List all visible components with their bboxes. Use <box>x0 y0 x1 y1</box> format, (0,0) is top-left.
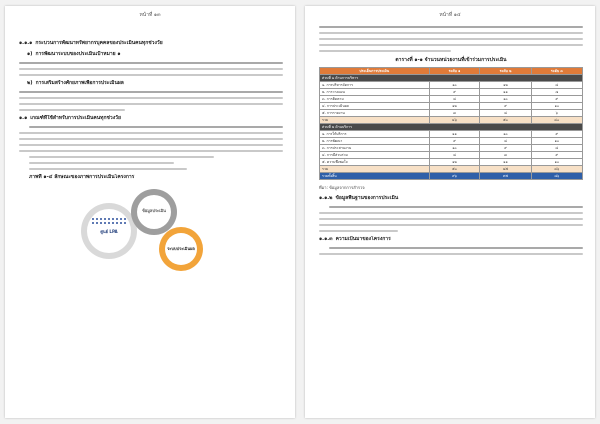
section-heading: ๑.๑ เกณฑ์ที่ใช้สำหรับการประเมินคนทุกช่วงวัย <box>19 115 121 121</box>
data-table <box>319 67 583 180</box>
subsection-heading: ๒) การเสริมสร้างศักยภาพเพื่อการประเมินผล <box>27 80 124 86</box>
text-line <box>19 138 283 140</box>
dot-pattern-icon <box>91 217 127 225</box>
right-page <box>305 6 595 418</box>
text-line <box>19 103 283 105</box>
table-row: ๕. ความพึงพอใจ ๑๒ ๑๑ ๑๐ <box>320 159 583 166</box>
table-title: ตารางที่ ๑-๑ จำนวนหน่วยงานที่เข้าร่วมการประเมิน <box>395 57 507 63</box>
text-line <box>19 109 125 111</box>
table-row: ๒. การพัฒนา ๙ ๘ ๑๐ <box>320 138 583 145</box>
text-line <box>319 38 583 40</box>
logo-label-b: ข้อมูลประเมิน <box>142 208 166 213</box>
text-line <box>29 126 283 128</box>
table-row: ๕. การรายงาน ๗ ๘ ๖ <box>320 110 583 117</box>
table-header-row: ประเด็นการประเมิน ระดับ ๑ ระดับ ๒ ระดับ ๓ <box>320 68 583 75</box>
logo-label-a: ศูนย์ LPA <box>100 229 118 234</box>
table-sum-row: รวม ๕๐ ๔๕ ๔๖ <box>320 166 583 173</box>
page-number-left: หน้าที่ ๑๓ <box>139 12 161 18</box>
text-line <box>319 212 583 214</box>
left-content <box>19 36 283 277</box>
text-line <box>19 132 283 134</box>
text-line <box>19 144 283 146</box>
text-line <box>319 218 583 220</box>
text-line <box>319 224 583 226</box>
table-total-row: รวมทั้งสิ้น ๙๖ ๙๕ ๘๖ <box>320 173 583 180</box>
table-section-row: ส่วนที่ ๑ ด้านการบริหาร <box>320 75 583 82</box>
table-section-row: ส่วนที่ ๒ ด้านบริการ <box>320 124 583 131</box>
table-row: ๔. การประเมินผล ๑๒ ๙ ๑๐ <box>320 103 583 110</box>
text-line <box>319 32 583 34</box>
subsection-heading: ๑) การพัฒนาระบบของประเมินเป้าหมาย ๑ <box>27 51 121 57</box>
text-line <box>19 74 283 76</box>
text-line <box>329 206 583 208</box>
text-line <box>19 97 283 99</box>
text-line <box>19 91 283 93</box>
right-content <box>319 26 583 259</box>
table-row: ๒. การวางแผน ๙ ๑๑ ๗ <box>320 89 583 96</box>
text-line <box>319 26 583 28</box>
table-row: ๑. การให้บริการ ๑๑ ๑๐ ๙ <box>320 131 583 138</box>
text-line <box>319 230 398 232</box>
table-note: ที่มา: ข้อมูลจากการสำรวจ <box>319 185 365 190</box>
logo-label-c: ระบบประเมินผล <box>167 246 195 251</box>
table-row: ๑. การบริหารจัดการ ๑๐ ๑๒ ๘ <box>320 82 583 89</box>
text-line <box>19 62 283 64</box>
table-sum-row: รวม ๔๖ ๕๐ ๔๐ <box>320 117 583 124</box>
text-line <box>319 44 583 46</box>
text-line <box>19 68 283 70</box>
left-page <box>5 6 295 418</box>
table-row: ๓. การติดตาม ๘ ๑๐ ๙ <box>320 96 583 103</box>
section-heading: ๑.๑.๓ ความเป็นมาของโครงการ <box>319 236 391 242</box>
section-heading: ๑.๑.๑ กระบวนการพัฒนาทรัพยากรบุคคลของประเมินคนทุกช่วงวัย <box>19 40 163 46</box>
text-line <box>29 168 187 170</box>
page-number-right: หน้าที่ ๑๔ <box>439 12 461 18</box>
section-heading: ๑.๑.๒ ข้อมูลพื้นฐานของการประเมิน <box>319 195 399 201</box>
text-line <box>29 162 174 164</box>
text-line <box>329 247 583 249</box>
text-line <box>29 156 214 158</box>
logo-figure <box>19 185 283 277</box>
table-row: ๔. การมีส่วนร่วม ๘ ๗ ๙ <box>320 152 583 159</box>
figure-caption: ภาพที่ ๑-๔ ลักษณะของภาพการประเมินโครงการ <box>29 174 135 180</box>
table-row: ๓. การประสานงาน ๑๐ ๙ ๘ <box>320 145 583 152</box>
text-line <box>319 50 451 52</box>
text-line <box>319 253 583 255</box>
text-line <box>19 150 283 152</box>
